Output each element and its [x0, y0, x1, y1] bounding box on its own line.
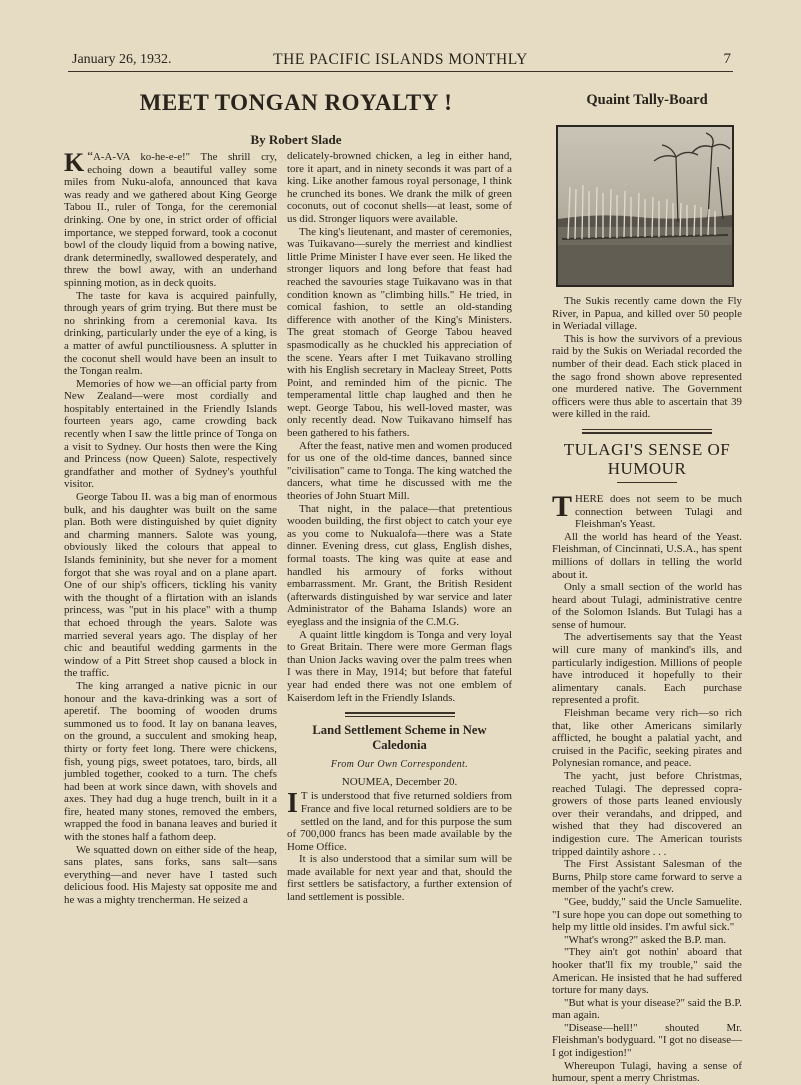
article-paragraph: "But what is your disease?" said the B.P. man again.: [552, 996, 742, 1022]
drop-cap: T: [552, 489, 573, 523]
publication-title: THE PACIFIC ISLANDS MONTHLY: [273, 51, 528, 68]
article-paragraph: The yacht, just before Christmas, reached Tulagi. The depressed copra-growers of those parts leaned enviously over their verandahs, and dripped, and wished that they had discovered an indigestion cure. The American tourists tripped daintily ashore . . .: [552, 770, 742, 858]
correspondent-line: From Our Own Correspondent.: [330, 759, 469, 771]
article-paragraph: "Gee, buddy," said the Uncle Samuelite. "I sure hope you can dope out something to help my little old insides. I'm awful sick.": [552, 895, 742, 934]
article-paragraph: Memories of how we—an official party from New Zealand—were most cordially and hospitably entertained in the Friendly Islands fourteen years ago, came crowding back recently when I saw the little prince of Tonga on a visit to Sydney. Our hosts then were the King and Princess (now Queen) Salote, respectively grandfather and mother of Sydney's youthful visitor.: [64, 377, 277, 491]
running-header: [68, 50, 733, 72]
section-divider: [345, 712, 455, 714]
article-paragraph: delicately-browned chicken, a leg in either hand, tore it apart, and in ninety seconds it was part of a king. Like another famous royal personage, I think he crunched its bones. We drank the milk of green coconuts, out of coconut shells—at least, some of us did. Stronger liquors were available.: [287, 150, 512, 225]
article-paragraph: "They ain't got nothin' aboard that hooker that'll fix my trouble," said the American. He insisted that he had suffered torture for many days.: [552, 946, 742, 997]
drop-cap: K: [64, 148, 85, 177]
article-column-1: [64, 150, 277, 907]
article-title-tongan-royalty: MEET TONGAN ROYALTY !: [139, 90, 453, 115]
tulagi-article-body: [552, 489, 742, 1085]
article-paragraph: We squatted down on either side of the heap, sans plates, sans forks, sans salt—sans everything—and never have I tasted such delicious food. His Majesty sat opposite me and he was a mighty trencherman. He seized a: [64, 843, 277, 907]
article-paragraph: The king's lieutenant, and master of ceremonies, was Tuikavano—surely the merriest and kindliest little Prime Minister I have ever seen. He liked the stronger liquors and long before that feast had reached the savouries stage Tuikavano was in that condition known as "climbing hills." He tried, in comical fashion, to settle an old-standing difference with another of the King's Ministers. The great stomach of George Tabou heaved spasmodically as he chuckled his appreciation of the scene. Years after I met Tuikavano strolling with his English secretary in Macleay Street, Potts Point, and reminded him of the picnic. The temperamental little chap laughed and then he wept. George Tabou, his well-loved master, was only recently dead. Now Tuikavano himself has been gathered to his fathers.: [287, 225, 512, 440]
article-paragraph: After the feast, native men and women produced for us one of the old-time dances, banned since "civilisation" came to Tonga. The king watched the dancers, what time he discussed with me the theories of John Stuart Mill.: [287, 439, 512, 503]
photo-caption: The Sukis recently came down the Fly River, in Papua, and killed over 50 people in Weriadal village.: [552, 295, 742, 333]
article-paragraph: The king arranged a native picnic in our honour and the kava-drinking was a sort of aperetif. The booming of wooden drums summoned us to food. It lay on banana leaves, on the ground, a succulent and smoking heap, thirty or forty feet long. There were chickens, fish, young pigs, sweet potatoes, taro, birds, all jumbled together, cooked to a turn. The chefs had been at work since dawn, with shovels and axes. They had dug a huge trench, built in it a fire, heated many stones, removed the embers, wrapped the food in banana leaves and buried it with the stones half a fathom deep.: [64, 679, 277, 844]
article-title-land-settlement: Land Settlement Scheme in New Caledonia: [312, 723, 487, 753]
photo-caption-text: [552, 295, 742, 421]
article-title-tulagi: TULAGI'S SENSE OF HUMOUR: [563, 439, 731, 478]
tally-board-photo: [556, 125, 734, 287]
article-paragraph: I T is understood that five returned soldiers from France and five local returned soldiers are to be settled on the land, and for this purpose the sum of 700,000 francs has been made available by the Home Office.: [287, 788, 512, 853]
issue-date: January 26, 1932.: [72, 52, 172, 67]
article-paragraph: The taste for kava is acquired painfully, through years of grim trying. But there must be no shrinking from a ceremonial kava. Its drinking, particularly under the eye of a king, is a matter of awful punctiliousness. A splutter in the coconut shell would have been an insult to the Tongan realm.: [64, 289, 277, 378]
article-paragraph: A quaint little kingdom is Tonga and very loyal to Great Britain. There were more German flags than Union Jacks waving over the palm trees when I was there in May, 1914; but before that fateful year had ended there was not one emblem of Kaiserdom left in the Friendly Islands.: [287, 628, 512, 704]
page-number: 7: [723, 51, 731, 67]
section-divider: [582, 429, 712, 430]
article-paragraph: This is how the survivors of a previous raid by the Sukis on Weriadal recorded the number of their dead. Each stick placed in the sago frond shown above represented one murdered native. The Government officers were thus able to ascertain that 39 were killed in the raid.: [552, 332, 742, 421]
drop-cap: I: [287, 788, 298, 820]
article-paragraph: Only a small section of the world has heard about Tulagi, administrative centre of the Solomon Islands. But Tulagi has a sense of humour.: [552, 581, 742, 631]
article-paragraph: “ K A-A-VA ko-he-e-e!" The shrill cry, echoing down a beautiful valley some miles from Nuku-alofa, announced that kava was ready and we gathered about King George Tabou II., ruler of Tonga, for the ceremonial drinking. One by one, in strict order of official importance, we stepped forward, took a coconut bowl of the cloudy liquid from a bowing native, drank determinedly, swallowed desperately, and threw the bowl away, with an underhand spinning motion, as in deck quoits.: [64, 148, 277, 289]
dateline: NOUMEA, December 20.: [341, 775, 458, 788]
article-column-2: [287, 150, 512, 904]
article-paragraph: Whereupon Tulagi, having a sense of humour, spent a merry Christmas.: [552, 1059, 742, 1085]
article-paragraph: THERE does not seem to be much connection between Tulagi and Fleishman's Yeast.: [552, 489, 742, 531]
article-paragraph: All the world has heard of the Yeast. Fleishman, of Cincinnati, U.S.A., has spent millions of dollars in telling the world about it.: [552, 530, 742, 581]
article-paragraph: The First Assistant Salesman of the Burns, Philp store came forward to serve a member of the yacht's crew.: [552, 858, 742, 896]
article-paragraph: The advertisements say that the Yeast will cure many of mankind's ills, and particularly indigestion. Millions of people have introduced it hopefully to their alimentary canals. Each purchase represented a profit.: [552, 631, 742, 707]
article-paragraph: It is also understood that a similar sum will be made available for next year and that, should the first settlers be satisfactory, a further extension of land settlement is possible.: [287, 853, 512, 904]
article-paragraph: George Tabou II. was a big man of enormous bulk, and his daughter was built on the same plan. Both were distinguished by quiet dignity and charming manners. Salote was young, obviously liked the colours that appeal to Islands femininity, but she never for a moment forgot that she was royal and on a plane apart. One of our ship's officers, tickling his vanity with the thought of a flirtation with an islands princess, was "put in his place" with a thump that echoed through the years. Salote was married several years ago. The display of her chic and beautiful wedding garments in the window of a Pitt Street shop caused a block in the traffic.: [64, 491, 277, 680]
article-title-tally-board: Quaint Tally-Board: [586, 92, 708, 108]
article-paragraph: Fleishman became very rich—so rich that, like other Americans similarly afflicted, he bought a palatial yacht, and cruised in the Pacific, seeking pirates and Polynesian romance, and peace.: [552, 707, 742, 770]
article-byline: By Robert Slade: [250, 132, 342, 147]
sago-frond-photo-illustration: [558, 127, 732, 285]
article-column-3: [552, 92, 742, 1085]
article-paragraph: That night, in the palace—that pretentious wooden building, the first object to catch your eye as you come to Nukualofa—there was a State dinner. Evening dress, cut glass, English dishes, formal toasts. The king was quite at ease and handled his armoury of forks without embarrassment. Mr. Grant, the British Resident (afterwards distinguished by war service and later Administrator of the Bahama Islands) wore an eyeglass and the insignia of the C.M.G.: [287, 502, 512, 628]
article-paragraph: "What's wrong?" asked the B.P. man.: [564, 933, 727, 946]
article-paragraph: "Disease—hell!" shouted Mr. Fleishman's bodyguard. "I got no disease—I got indigestion!": [552, 1021, 742, 1060]
